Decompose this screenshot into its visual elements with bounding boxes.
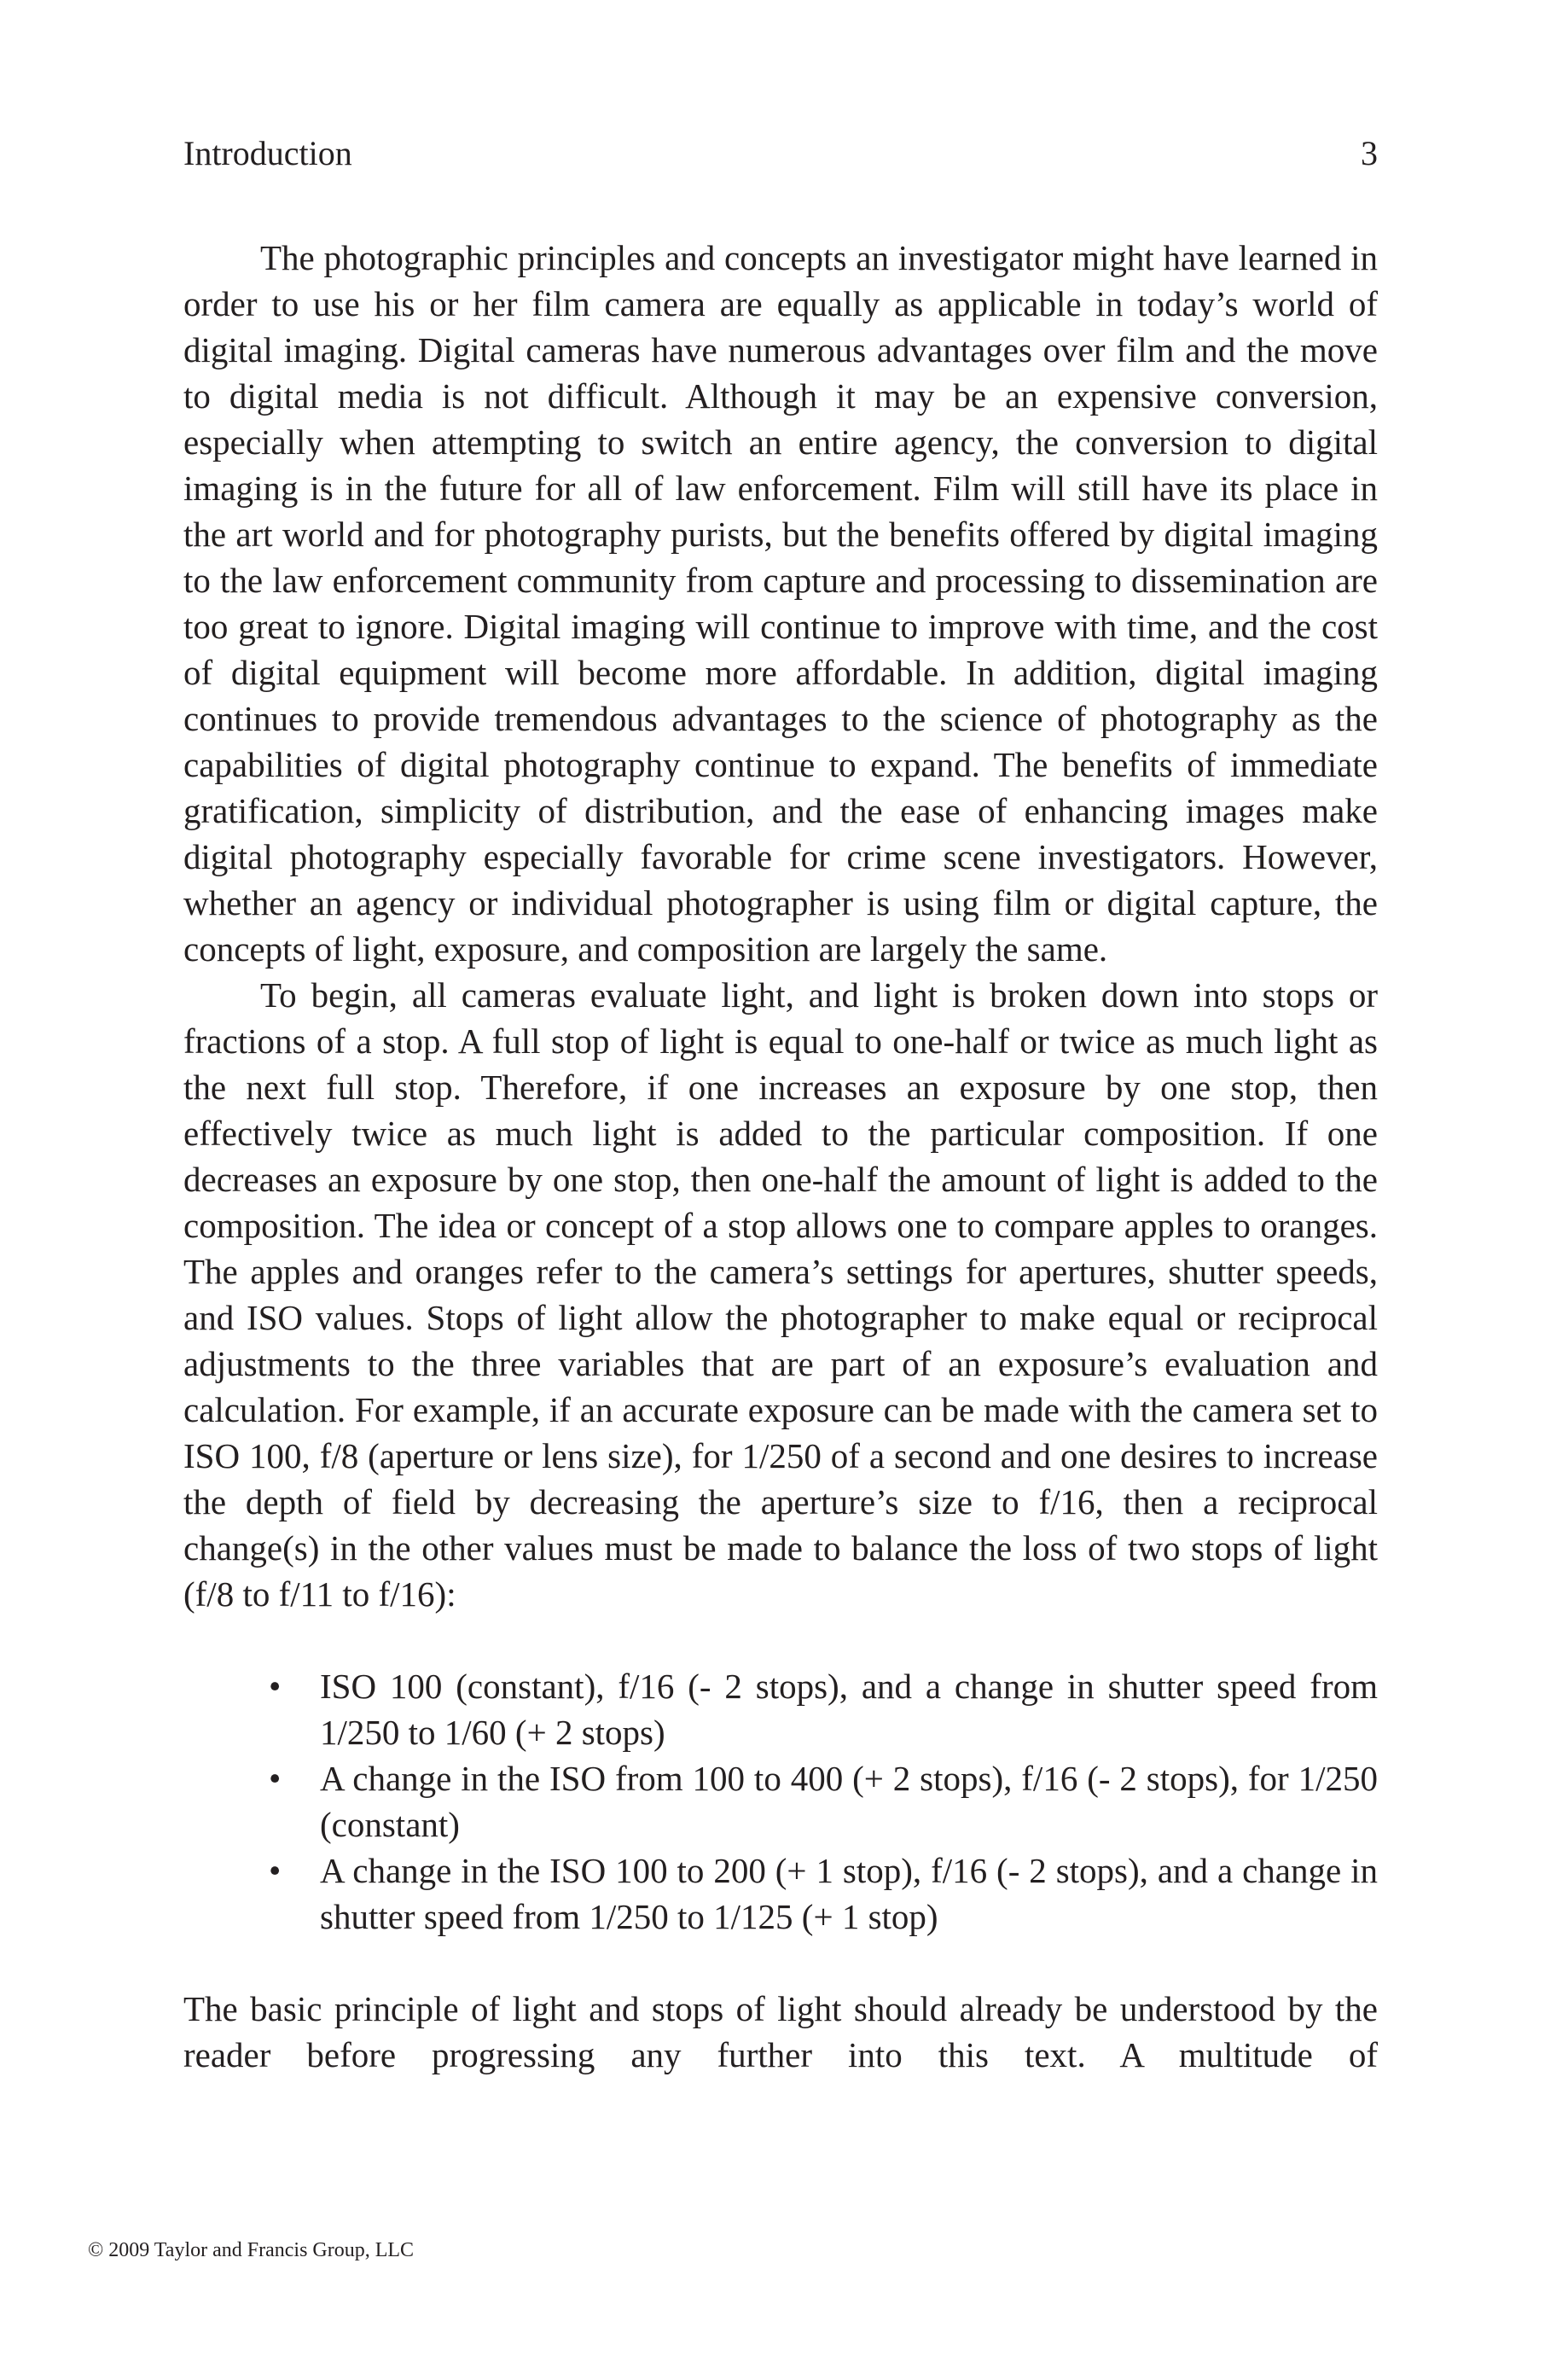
paragraph-digital-imaging: The photographic principles and concepts an investigator might have learned in order to use his or her film camera are equally as applicable in today’s world of digital imaging. Digital cameras have numerous advantages over film and the move to digital media is not difficult. Although it may be an expensive conversion, especially when attempting to switch an entire agency, the conversion to digital imaging is in the future for all of law enforcement. Film will still have its place in the art world and for photography purists, but the benefits offered by digital imaging to the law enforcement community from capture and processing to dissemination are too great to ignore. Digital imaging will continue to improve with time, and the cost of digital equipment will become more affordable. In addition, digital imaging continues to provide tremendous advantages to the science of photography as the capabilities of digital photography continue to expand. The benefits of immediate gratification, simplicity of distribution, and the ease of enhancing images make digital photography especially favorable for crime scene investigators. However, whether an agency or individual photographer is using film or digital capture, the concepts of light, exposure, and composition are largely the same. [183, 238, 1378, 969]
bullet-icon: • [269, 1759, 282, 1798]
list-item-text: A change in the ISO 100 to 200 (+ 1 stop), f/16 (- 2 stops), and a change in shutter speed from 1/250 to 1/125 (+ 1 stop) [320, 1851, 1378, 1936]
exposure-examples-list [183, 1663, 1378, 1940]
running-head [183, 128, 1378, 179]
bullet-icon: • [269, 1667, 282, 1706]
list-item [269, 1663, 1378, 1755]
list-item-text: A change in the ISO from 100 to 400 (+ 2 stops), f/16 (- 2 stops), for 1/250 (constant) [320, 1759, 1378, 1844]
list-item [269, 1847, 1378, 1940]
body-text [183, 235, 1378, 2078]
bullet-icon: • [269, 1851, 282, 1890]
paragraph-stops-of-light: To begin, all cameras evaluate light, and light is broken down into stops or fractions of a stop. A full stop of light is equal to one-half or twice as much light as the next full stop. Therefore, if one increases an exposure by one stop, then effectively twice as much light is added to the particular composition. If one decreases an exposure by one stop, then one-half the amount of light is added to the composition. The idea or concept of a stop allows one to compare apples to oranges. The apples and oranges refer to the camera’s settings for apertures, shutter speeds, and ISO values. Stops of light allow the photographer to make equal or reciprocal adjustments to the three variables that are part of an exposure’s evaluation and calculation. For example, if an accurate exposure can be made with the camera set to ISO 100, f/8 (aperture or lens size), for 1/250 of a second and one desires to increase the depth of field by decreasing the aperture’s size to f/16, then a reciprocal change(s) in the other values must be made to balance the loss of two stops of light (f/8 to f/11 to f/16): [183, 975, 1378, 1614]
paragraph-closing: The basic principle of light and stops of light should already be understood by the reader before progressing any further into this text. A multitude of [183, 1989, 1378, 2074]
chapter-title: Introduction [183, 134, 352, 172]
page-number: 3 [1361, 134, 1378, 172]
copyright-footer: © 2009 Taylor and Francis Group, LLC [88, 2239, 415, 2261]
list-item-text: ISO 100 (constant), f/16 (- 2 stops), and a change in shutter speed from 1/250 to 1/60 (+ 2 stops) [320, 1667, 1378, 1752]
list-item [269, 1755, 1378, 1847]
